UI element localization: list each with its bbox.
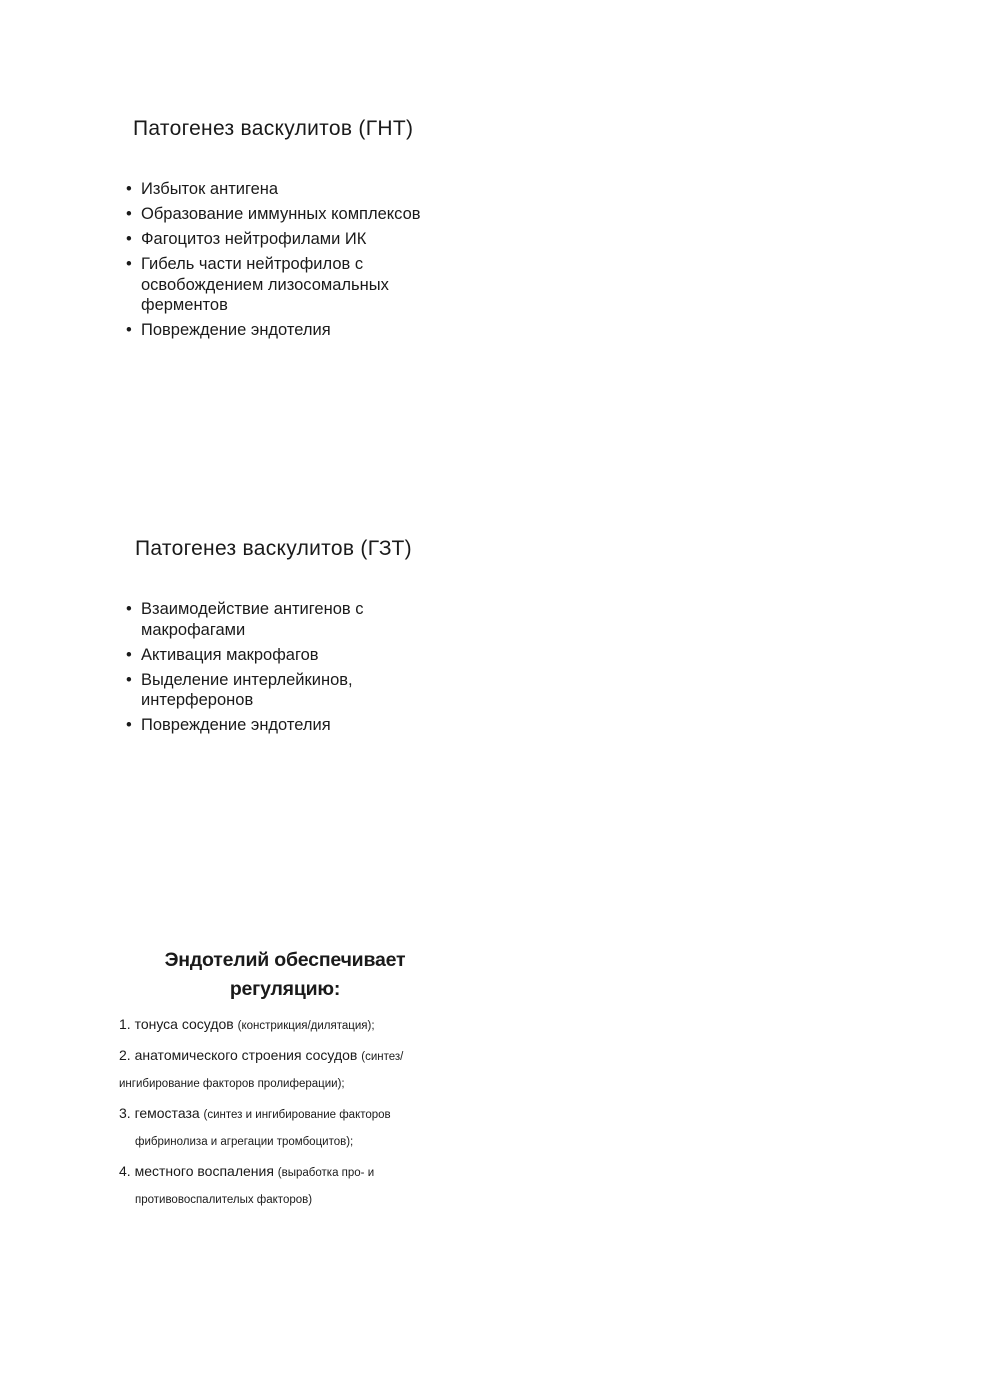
bullet-item bbox=[126, 715, 363, 736]
bullet-item bbox=[126, 670, 363, 711]
bullet-item-text: интерферонов bbox=[141, 691, 254, 709]
bullet-item bbox=[126, 254, 421, 316]
bullet-dot: • bbox=[126, 600, 132, 618]
regulation-item-note: (синтез и ингибирование факторов bbox=[203, 1109, 391, 1121]
regulation-item-main-text: 3. гемостаза bbox=[119, 1105, 204, 1121]
bullet-dot: • bbox=[126, 670, 132, 689]
bullet-item-text: Фагоцитоз нейтрофилами ИК bbox=[141, 230, 367, 248]
bullet-dot: • bbox=[126, 230, 132, 248]
bullet-dot: • bbox=[126, 180, 132, 198]
regulation-item-line bbox=[119, 1186, 403, 1213]
regulation-item-line bbox=[119, 1128, 403, 1155]
regulation-item-line bbox=[119, 1043, 403, 1070]
bullet-item bbox=[126, 645, 363, 666]
endothelium-title bbox=[160, 946, 410, 1004]
regulation-item-main-text: 1. тонуса сосудов bbox=[119, 1016, 238, 1032]
bullet-item-text: Активация макрофагов bbox=[141, 645, 319, 664]
bullet-item-text: Выделение интерлейкинов, bbox=[141, 670, 353, 689]
bullet-dot: • bbox=[126, 255, 132, 273]
regulation-item bbox=[119, 1043, 403, 1097]
endothelium-regulation-list bbox=[119, 1012, 403, 1213]
regulation-item-main-text: 2. анатомического строения сосудов bbox=[119, 1047, 362, 1063]
bullet-item-text: Образование иммунных комплексов bbox=[141, 205, 421, 223]
bullet-dot: • bbox=[126, 321, 132, 339]
bullet-item-text: ферментов bbox=[141, 296, 228, 314]
bullet-item-text: Гибель части нейтрофилов с bbox=[141, 255, 364, 273]
endothelium-title-line-1: Эндотелий обеспечивает bbox=[164, 949, 406, 971]
bullet-item-text: освобождением лизосомальных bbox=[141, 275, 389, 294]
regulation-item-note: ингибирование факторов пролиферации); bbox=[119, 1078, 345, 1090]
bullet-item bbox=[126, 179, 421, 200]
bullet-item-text: Повреждение эндотелия bbox=[141, 716, 331, 734]
regulation-item-main-text: 4. местного воспаления bbox=[119, 1163, 278, 1179]
bullet-item bbox=[126, 320, 421, 341]
regulation-item-line bbox=[119, 1070, 403, 1097]
bullet-item bbox=[126, 599, 363, 640]
bullet-item-text: Избыток антигена bbox=[141, 180, 279, 198]
bullet-item bbox=[126, 204, 421, 225]
bullet-item bbox=[126, 229, 421, 250]
regulation-item bbox=[119, 1101, 403, 1155]
regulation-item-note: (синтез/ bbox=[361, 1051, 404, 1063]
regulation-item bbox=[119, 1012, 403, 1039]
regulation-item-line bbox=[119, 1159, 403, 1186]
regulation-item-line bbox=[119, 1101, 403, 1128]
bullet-list-gzt bbox=[126, 599, 363, 740]
bullet-list-gnt bbox=[126, 179, 421, 345]
bullet-item-text: Повреждение эндотелия bbox=[141, 321, 331, 339]
bullet-item-text: Взаимодействие антигенов с bbox=[141, 600, 364, 618]
regulation-item bbox=[119, 1159, 403, 1213]
regulation-item-line bbox=[119, 1012, 403, 1039]
bullet-dot: • bbox=[126, 716, 132, 734]
regulation-item-note: (констрикция/дилятация); bbox=[237, 1020, 375, 1032]
slide-title-gzt: Патогенез васкулитов (ГЗТ) bbox=[135, 537, 412, 560]
bullet-item-text: макрофагами bbox=[141, 620, 246, 639]
endothelium-title-line-2: регуляцию: bbox=[229, 978, 341, 1000]
bullet-dot: • bbox=[126, 205, 132, 223]
slide-title-gnt: Патогенез васкулитов (ГНТ) bbox=[133, 117, 414, 140]
bullet-dot: • bbox=[126, 645, 132, 664]
regulation-item-note: фибринолиза и агрегации тромбоцитов); bbox=[135, 1136, 354, 1148]
regulation-item-note: противовоспалителых факторов) bbox=[135, 1194, 313, 1206]
regulation-item-note: (выработка про- и bbox=[277, 1167, 375, 1179]
